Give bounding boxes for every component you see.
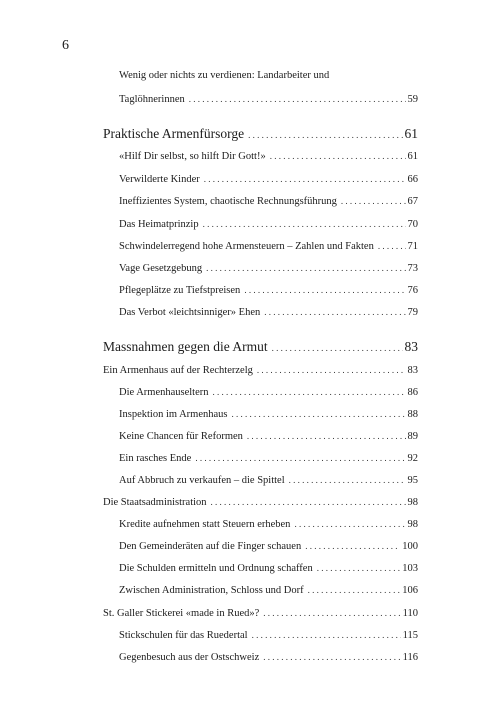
- toc-entry: [119, 564, 418, 575]
- dot-leader: [305, 542, 400, 551]
- toc-entry: [119, 586, 418, 597]
- toc-entry: [119, 388, 418, 399]
- toc-entry-title: «Hilf Dir selbst, so hilft Dir Gott!»: [119, 151, 266, 162]
- dot-leader: [341, 197, 406, 206]
- toc-entry-title: Das Verbot «leichtsinniger» Ehen: [119, 307, 261, 318]
- toc-entry-page: 70: [407, 219, 418, 230]
- toc-section-title: Massnahmen gegen die Armut: [103, 339, 268, 354]
- toc-entry-page: 67: [407, 196, 418, 207]
- toc-entry-title: Stickschulen für das Ruedertal: [119, 630, 248, 641]
- toc-entry: [119, 476, 418, 487]
- toc-entry-title: Den Gemeinderäten auf die Finger schauen: [119, 541, 302, 552]
- toc-entry-title: Gegenbesuch aus der Ostschweiz: [119, 652, 260, 663]
- toc-entry: [119, 242, 418, 253]
- dot-leader: [252, 631, 401, 640]
- dot-leader: [203, 220, 406, 229]
- toc-entry-title: Auf Abbruch zu verkaufen – die Spittel: [119, 475, 285, 486]
- toc-chapter-title: Die Staatsadministration: [103, 497, 207, 508]
- toc-entry-title: Kredite aufnehmen statt Steuern erheben: [119, 519, 291, 530]
- dot-leader: [272, 344, 403, 353]
- toc-entry-page: 98: [407, 519, 418, 530]
- toc-entry-page: 66: [407, 174, 418, 185]
- toc-entry: [119, 95, 418, 106]
- toc-entry-page: 61: [407, 151, 418, 162]
- dot-leader: [378, 242, 406, 251]
- dot-leader: [317, 564, 401, 573]
- toc-entry: [119, 520, 418, 531]
- dot-leader: [263, 653, 400, 662]
- toc-entry-title: Vage Gesetzgebung: [119, 263, 203, 274]
- dot-leader: [248, 131, 402, 140]
- toc-entry: [119, 264, 418, 275]
- toc-chapter-page: 83: [407, 365, 418, 376]
- toc-chapter: [103, 609, 418, 620]
- toc-entry-page: 95: [407, 475, 418, 486]
- toc-entry: [119, 220, 418, 231]
- toc-entry-title: Wenig oder nichts zu verdienen: Landarbeiter und: [119, 70, 330, 81]
- toc-entry-title: Inspektion im Armenhaus: [119, 409, 228, 420]
- dot-leader: [195, 454, 405, 463]
- toc-entry-page: 88: [407, 409, 418, 420]
- toc-entry-title: Die Armenhauseltern: [119, 387, 209, 398]
- toc-entry-page: 73: [407, 263, 418, 274]
- toc-entry: [119, 286, 418, 297]
- dot-leader: [257, 366, 406, 375]
- toc-chapter: [103, 366, 418, 377]
- toc-section-page: 61: [404, 126, 418, 141]
- toc-entry: [119, 454, 418, 465]
- toc-entry: [119, 432, 418, 443]
- toc-entry-title: Taglöhnerinnen: [119, 94, 185, 105]
- toc-entry: [119, 631, 418, 642]
- toc-section: [103, 340, 418, 354]
- toc-entry-title: Keine Chancen für Reformen: [119, 431, 243, 442]
- dot-leader: [247, 432, 406, 441]
- toc-entry-page: 86: [407, 387, 418, 398]
- dot-leader: [211, 498, 406, 507]
- dot-leader: [294, 520, 405, 529]
- toc-section-title: Praktische Armenfürsorge: [103, 126, 245, 141]
- toc-entry-page: 106: [402, 585, 418, 596]
- dot-leader: [206, 264, 405, 273]
- dot-leader: [270, 152, 406, 161]
- toc-section-page: 83: [404, 339, 418, 354]
- toc-entry-page: 76: [407, 285, 418, 296]
- toc-entry: [119, 410, 418, 421]
- toc-chapter-title: St. Galler Stickerei «made in Rued»?: [103, 608, 260, 619]
- toc-chapter-title: Ein Armenhaus auf der Rechterzelg: [103, 365, 253, 376]
- toc-entry: [119, 542, 418, 553]
- dot-leader: [289, 476, 406, 485]
- toc-entry-page: 100: [402, 541, 418, 552]
- toc-entry: [119, 308, 418, 319]
- dot-leader: [263, 609, 400, 618]
- dot-leader: [264, 308, 405, 317]
- toc-entry-page: 71: [407, 241, 418, 252]
- toc-entry-title: Pflegeplätze zu Tiefstpreisen: [119, 285, 241, 296]
- toc-entry-page: 116: [402, 652, 418, 663]
- dot-leader: [308, 586, 401, 595]
- dot-leader: [244, 286, 405, 295]
- toc-entry: [119, 175, 418, 186]
- page-number: 6: [62, 38, 69, 53]
- dot-leader: [213, 388, 406, 397]
- toc-entry-title: Ein rasches Ende: [119, 453, 192, 464]
- toc-entry-title: Die Schulden ermitteln und Ordnung schaffen: [119, 563, 313, 574]
- toc-entry: [119, 653, 418, 664]
- toc-entry-title: Zwischen Administration, Schloss und Dorf: [119, 585, 304, 596]
- toc-entry-page: 103: [402, 563, 418, 574]
- toc-entry-title: Schwindelerregend hohe Armensteuern – Zahlen und Fakten: [119, 241, 374, 252]
- toc-section: [103, 127, 418, 141]
- toc-entry-page: 115: [402, 630, 418, 641]
- toc-entry-page: 79: [407, 307, 418, 318]
- toc-chapter: [103, 498, 418, 509]
- dot-leader: [189, 95, 406, 104]
- toc-entry: [119, 71, 403, 82]
- dot-leader: [204, 175, 406, 184]
- dot-leader: [232, 410, 406, 419]
- toc-entry-page: 59: [407, 94, 418, 105]
- toc-entry-title: Verwilderte Kinder: [119, 174, 200, 185]
- toc-entry: [119, 197, 418, 208]
- toc-entry-title: Ineffizientes System, chaotische Rechnungsführung: [119, 196, 337, 207]
- toc-entry-title: Das Heimatprinzip: [119, 219, 199, 230]
- toc-entry-page: 89: [407, 431, 418, 442]
- toc-chapter-page: 110: [402, 608, 418, 619]
- toc-entry: [119, 152, 418, 163]
- toc-chapter-page: 98: [407, 497, 418, 508]
- toc-entry-page: 92: [407, 453, 418, 464]
